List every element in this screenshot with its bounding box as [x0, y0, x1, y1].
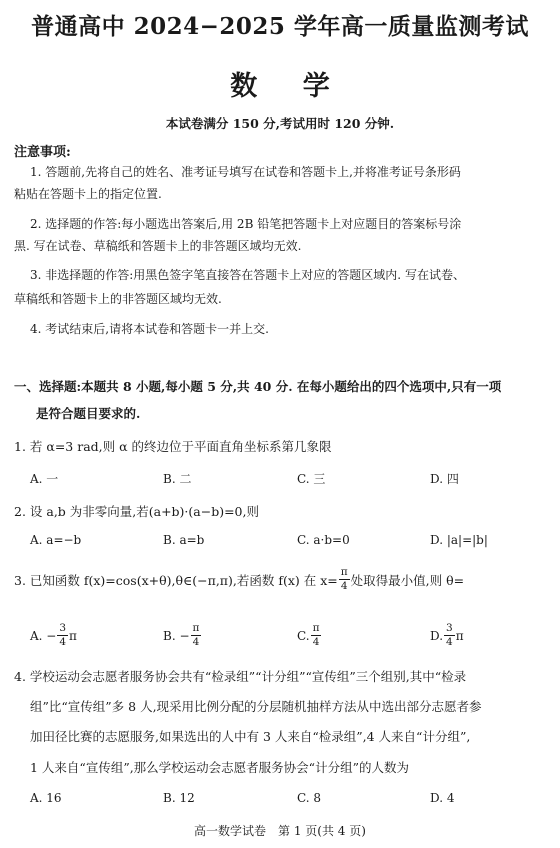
section1-heading-line2: 是符合题目要求的. — [36, 406, 141, 421]
subject-title: 数 学 — [230, 71, 348, 102]
q3-option-d-fraction — [444, 622, 455, 649]
q3-option-a-num: 3 — [59, 622, 67, 634]
q3-option-c-label: C. — [297, 628, 310, 643]
q3-option-d-tail: π — [455, 628, 464, 643]
question-4-line-1: 4. 学校运动会志愿者服务协会共有“检录组”“计分组”“宣传组”三个组别,其中“检录 — [14, 669, 467, 684]
notice-item-3-line2: 草稿纸和答题卡上的非答题区域均无效. — [14, 292, 222, 306]
q3-option-a-label: A. − — [30, 628, 57, 643]
q3-option-a — [30, 622, 77, 649]
q3-option-c-num: π — [312, 622, 320, 634]
q3-option-a-fraction — [57, 622, 68, 649]
notice-item-4-line1: 4. 考试结束后,请将本试卷和答题卡一并上交. — [30, 322, 269, 336]
q4-option-d: D. 4 — [430, 791, 455, 805]
question-4-line-3: 加田径比赛的志愿服务,如果选出的人中有 3 人来自“检录组”,4 人来自“计分组”, — [30, 729, 471, 744]
q3-option-a-tail: π — [69, 628, 77, 643]
q3-option-b-label: B. − — [163, 628, 190, 643]
q3-option-b — [163, 622, 202, 649]
q3-option-b-num: π — [192, 622, 200, 634]
q3-option-c — [297, 622, 322, 649]
page-footer: 高一数学试卷 第 1 页(共 4 页) — [194, 824, 366, 838]
q3-option-c-fraction — [311, 622, 322, 649]
q2-option-a: A. a=−b — [30, 533, 82, 547]
q3-option-b-den: 4 — [192, 636, 200, 648]
q3-stem-frac-num: π — [340, 566, 348, 578]
q2-option-b: B. a=b — [163, 533, 205, 547]
q1-option-b: B. 二 — [163, 472, 192, 486]
q2-option-c: C. a·b=0 — [297, 533, 350, 547]
q3-option-c-den: 4 — [312, 636, 320, 648]
q4-option-b: B. 12 — [163, 791, 195, 805]
q3-stem-part-a: 3. 已知函数 f(x)=cos(x+θ),θ∈(−π,π),若函数 f(x) 在 x= — [14, 572, 338, 588]
section1-heading-line1: 一、选择题:本题共 8 小题,每小题 5 分,共 40 分. 在每小题给出的四个选项中,只有一项 — [14, 379, 502, 394]
q3-option-d-num: 3 — [446, 622, 453, 634]
question-4-line-4: 1 人来自“宣传组”,那么学校运动会志愿者服务协会“计分组”的人数为 — [30, 760, 409, 775]
notice-item-1-line2: 粘贴在答题卡上的指定位置. — [14, 187, 162, 201]
q3-option-d — [430, 622, 464, 649]
notice-item-2-line1: 2. 选择题的作答:每小题选出答案后,用 2B 铅笔把答题卡上对应题目的答案标号涂 — [30, 217, 462, 231]
q3-stem-fraction — [339, 566, 350, 593]
score-line: 本试卷满分 150 分,考试用时 120 分钟. — [165, 116, 395, 131]
q1-option-d: D. 四 — [430, 472, 459, 486]
question-3-stem — [14, 566, 464, 593]
notice-item-2-line2: 黑. 写在试卷、草稿纸和答题卡上的非答题区域均无效. — [14, 239, 302, 253]
q1-option-c: C. 三 — [297, 472, 326, 486]
question-2-stem: 2. 设 a,b 为非零向量,若(a+b)·(a−b)=0,则 — [14, 504, 259, 519]
q1-option-a: A. 一 — [30, 472, 59, 486]
q4-option-a: A. 16 — [30, 791, 62, 805]
q3-stem-part-b: 处取得最小值,则 θ= — [350, 572, 465, 588]
question-4-line-2: 组”比“宣传组”多 8 人,现采用比例分配的分层随机抽样方法从中选出部分志愿者参 — [30, 699, 482, 714]
q3-option-b-fraction — [191, 622, 202, 649]
q3-option-d-den: 4 — [446, 636, 453, 648]
notice-heading: 注意事项: — [14, 145, 71, 160]
notice-item-3-line1: 3. 非选择题的作答:用黑色签字笔直接答在答题卡上对应的答题区域内. 写在试卷、 — [30, 268, 465, 282]
q2-option-d: D. |a|=|b| — [430, 533, 488, 547]
q4-option-c: C. 8 — [297, 791, 322, 805]
notice-item-1-line1: 1. 答题前,先将自己的姓名、准考证号填写在试卷和答题卡上,并将准考证号条形码 — [30, 165, 461, 179]
exam-title: 普通高中 2024−2025 学年高一质量监测考试 — [31, 13, 529, 40]
question-1-stem: 1. 若 α=3 rad,则 α 的终边位于平面直角坐标系第几象限 — [14, 439, 332, 454]
q3-option-d-label: D. — [430, 628, 444, 643]
q3-option-a-den: 4 — [59, 636, 67, 648]
q3-stem-frac-den: 4 — [340, 580, 348, 592]
